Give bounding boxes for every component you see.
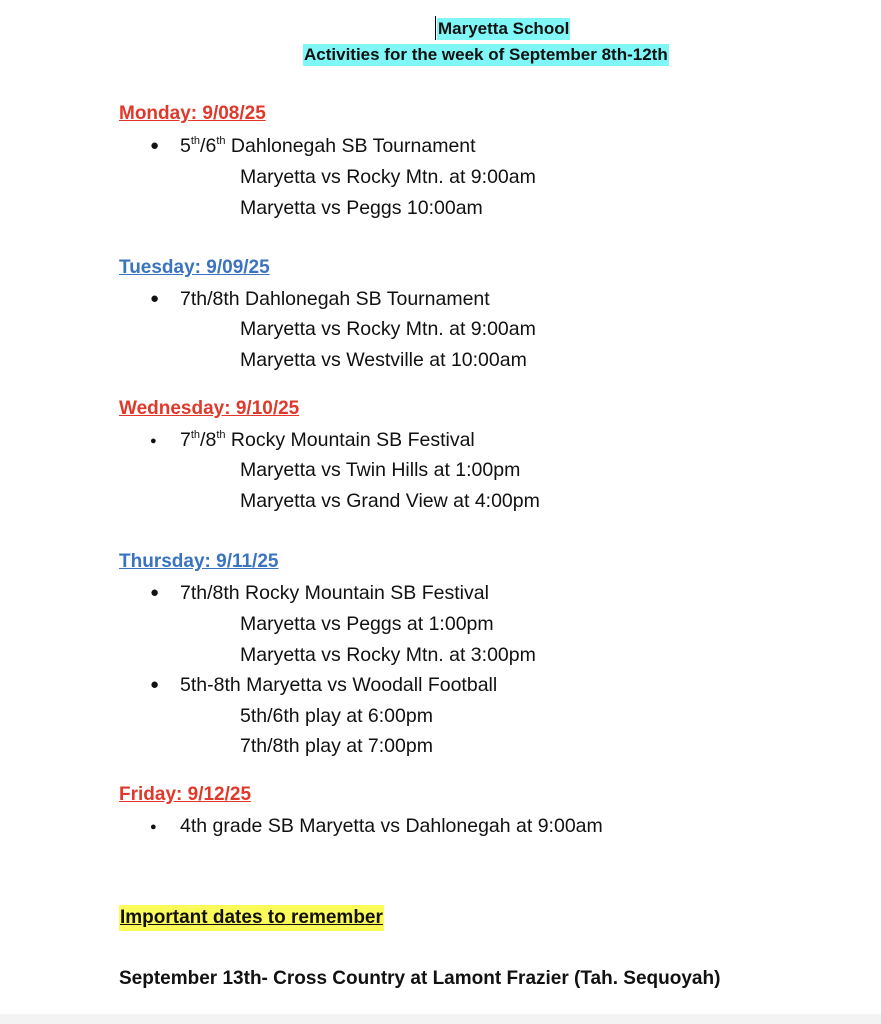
day-heading-monday: Monday: 9/08/25: [119, 103, 266, 124]
event-detail: Maryetta vs Westville at 10:00am: [240, 349, 527, 371]
event-detail: Maryetta vs Grand View at 4:00pm: [240, 490, 540, 512]
event-detail: 7th/8th play at 7:00pm: [240, 735, 433, 757]
bullet-icon: ●: [150, 137, 160, 154]
event-item: 7th/8th Rocky Mountain SB Festival: [180, 429, 475, 451]
event-detail: 5th/6th play at 6:00pm: [240, 705, 433, 727]
important-heading: Important dates to remember: [119, 905, 384, 931]
week-title: Activities for the week of September 8th-12th: [304, 45, 668, 64]
event-detail: Maryetta vs Rocky Mtn. at 9:00am: [240, 166, 536, 188]
text-cursor: [435, 16, 436, 40]
event-item: 5th/6th Dahlonegah SB Tournament: [180, 135, 476, 157]
day-heading-friday: Friday: 9/12/25: [119, 784, 252, 805]
day-heading-thursday: Thursday: 9/11/25: [119, 551, 279, 572]
event-detail: Maryetta vs Twin Hills at 1:00pm: [240, 459, 521, 481]
important-date: September 13th- Cross Country at Lamont Frazier (Tah. Sequoyah): [119, 968, 721, 989]
day-heading-wednesday: Wednesday: 9/10/25: [119, 398, 300, 419]
event-detail: Maryetta vs Rocky Mtn. at 9:00am: [240, 318, 536, 340]
bullet-icon: ●: [150, 584, 160, 601]
bullet-icon: ●: [150, 435, 157, 447]
event-item: 7th/8th Rocky Mountain SB Festival: [180, 582, 489, 604]
event-detail: Maryetta vs Peggs at 1:00pm: [240, 613, 494, 635]
bullet-icon: ●: [150, 290, 160, 307]
event-detail: Maryetta vs Peggs 10:00am: [240, 197, 483, 219]
event-detail: Maryetta vs Rocky Mtn. at 3:00pm: [240, 644, 536, 666]
event-item: 4th grade SB Maryetta vs Dahlonegah at 9:00am: [180, 815, 603, 837]
school-title: Maryetta School: [438, 19, 570, 38]
bullet-icon: ●: [150, 676, 160, 693]
event-item: 7th/8th Dahlonegah SB Tournament: [180, 288, 490, 310]
event-item: 5th-8th Maryetta vs Woodall Football: [180, 674, 498, 696]
page-bottom-edge: [0, 1014, 881, 1024]
bullet-icon: ●: [150, 821, 157, 833]
day-heading-tuesday: Tuesday: 9/09/25: [119, 257, 270, 278]
